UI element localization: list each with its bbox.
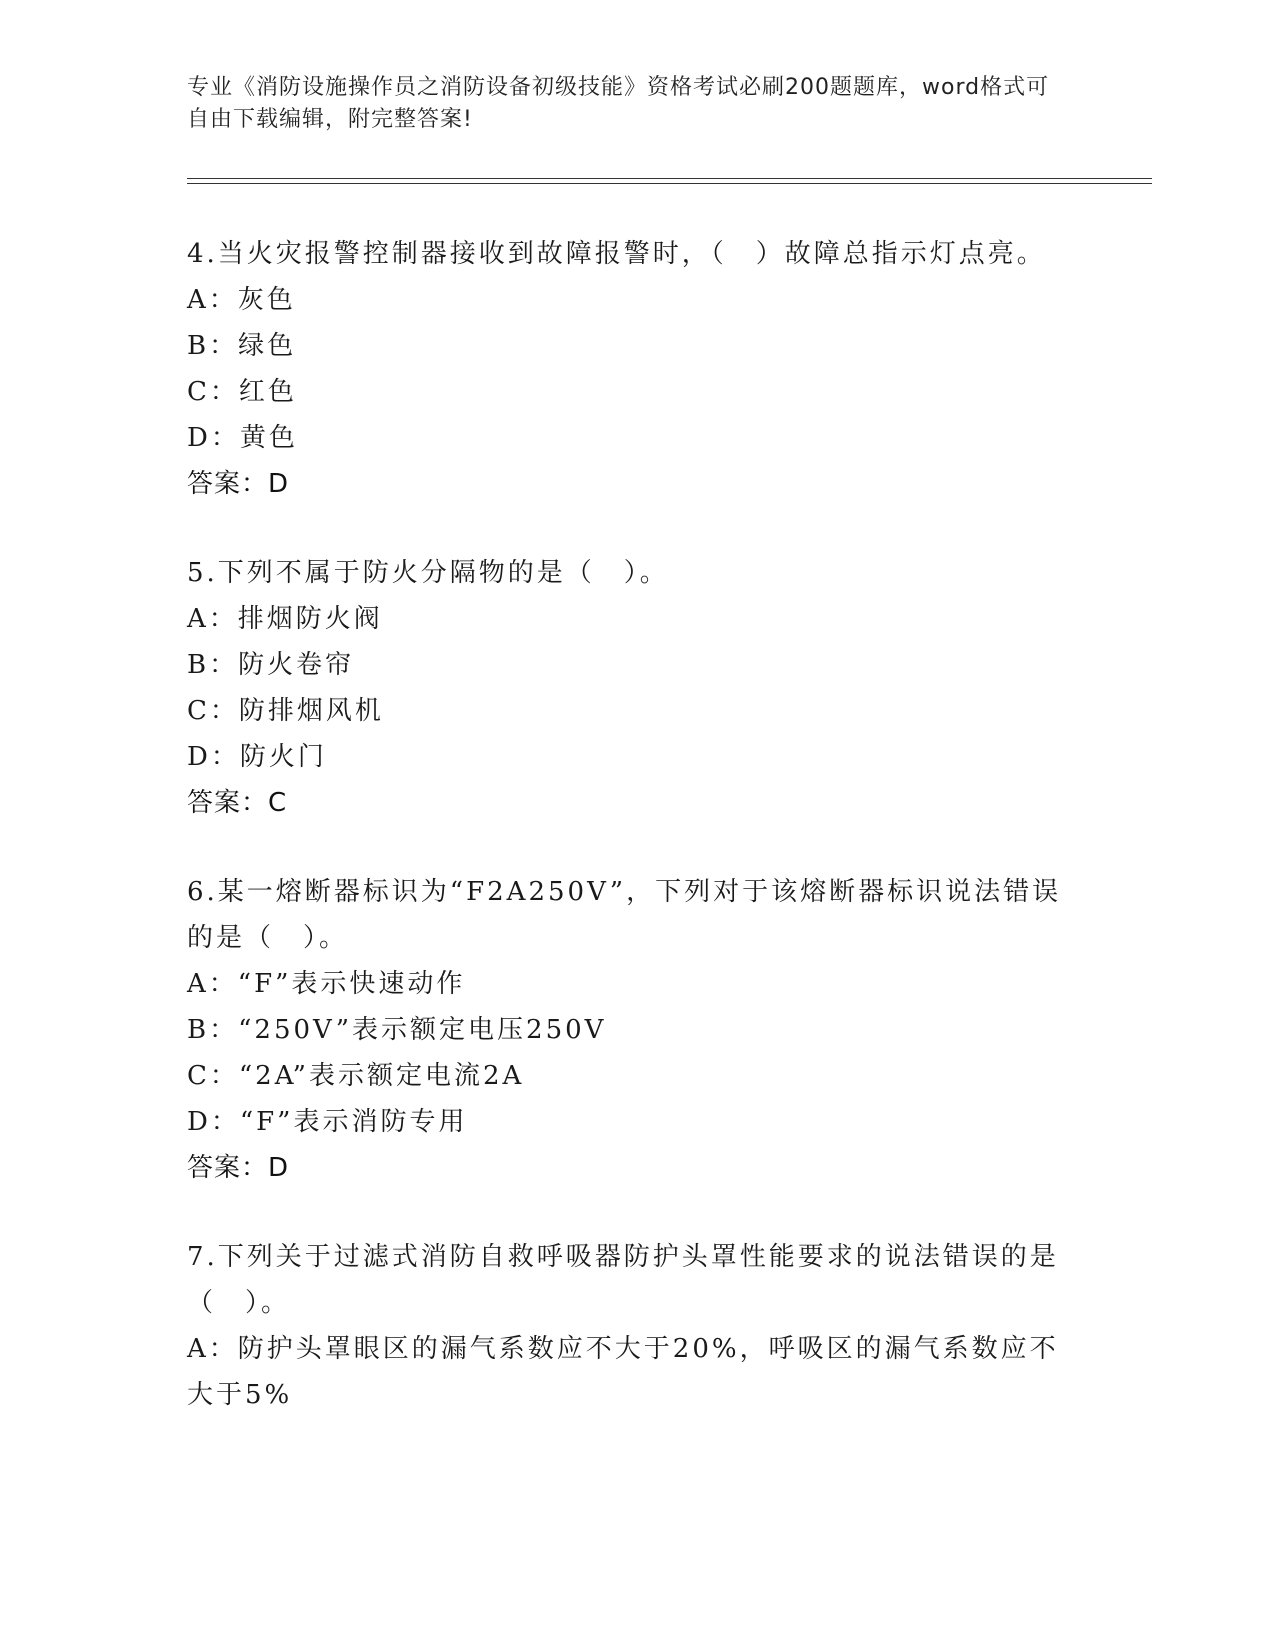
document-header bbox=[187, 72, 1067, 136]
answer-line bbox=[187, 780, 1087, 826]
option-a: A：灰色 bbox=[187, 285, 296, 315]
option-b: B：“250V”表示额定电压250V bbox=[187, 1015, 607, 1045]
answer-value: C bbox=[268, 788, 288, 818]
question-list bbox=[187, 231, 1087, 1461]
answer-line bbox=[187, 461, 1087, 507]
option-d: D：防火门 bbox=[187, 742, 327, 772]
question-stem: 6.某一熔断器标识为“F2A250V”，下列对于该熔断器标识说法错误的是（ ）。 bbox=[187, 877, 1062, 953]
question-stem: 5.下列不属于防火分隔物的是（ ）。 bbox=[187, 558, 669, 588]
answer-label: 答案： bbox=[187, 788, 269, 818]
option-d: D：“F”表示消防专用 bbox=[187, 1107, 468, 1137]
question-4 bbox=[187, 231, 1087, 507]
option-c: C：红色 bbox=[187, 377, 297, 407]
option-b: B：防火卷帘 bbox=[187, 650, 355, 680]
question-stem: 7.下列关于过滤式消防自救呼吸器防护头罩性能要求的说法错误的是（ ）。 bbox=[187, 1242, 1059, 1318]
header-divider-top bbox=[187, 178, 1152, 179]
option-a: A：“F”表示快速动作 bbox=[187, 969, 466, 999]
option-c: C：“2A”表示额定电流2A bbox=[187, 1061, 525, 1091]
answer-line bbox=[187, 1145, 1087, 1191]
question-6 bbox=[187, 869, 1087, 1191]
answer-label: 答案： bbox=[187, 469, 269, 499]
question-7 bbox=[187, 1234, 1087, 1418]
option-c: C：防排烟风机 bbox=[187, 696, 384, 726]
option-d: D：黄色 bbox=[187, 423, 298, 453]
header-divider-bottom bbox=[187, 183, 1152, 184]
answer-value: D bbox=[268, 1153, 290, 1183]
header-text: 专业《消防设施操作员之消防设备初级技能》资格考试必刷200题题库，word格式可自由下载编辑，附完整答案! bbox=[187, 75, 1050, 132]
option-a: A：防护头罩眼区的漏气系数应不大于20%，呼吸区的漏气系数应不大于5% bbox=[187, 1334, 1059, 1410]
option-b: B：绿色 bbox=[187, 331, 297, 361]
question-stem: 4.当火灾报警控制器接收到故障报警时，（ ）故障总指示灯点亮。 bbox=[187, 239, 1046, 269]
option-a: A：排烟防火阀 bbox=[187, 604, 383, 634]
question-5 bbox=[187, 550, 1087, 826]
answer-value: D bbox=[268, 469, 290, 499]
answer-label: 答案： bbox=[187, 1153, 269, 1183]
